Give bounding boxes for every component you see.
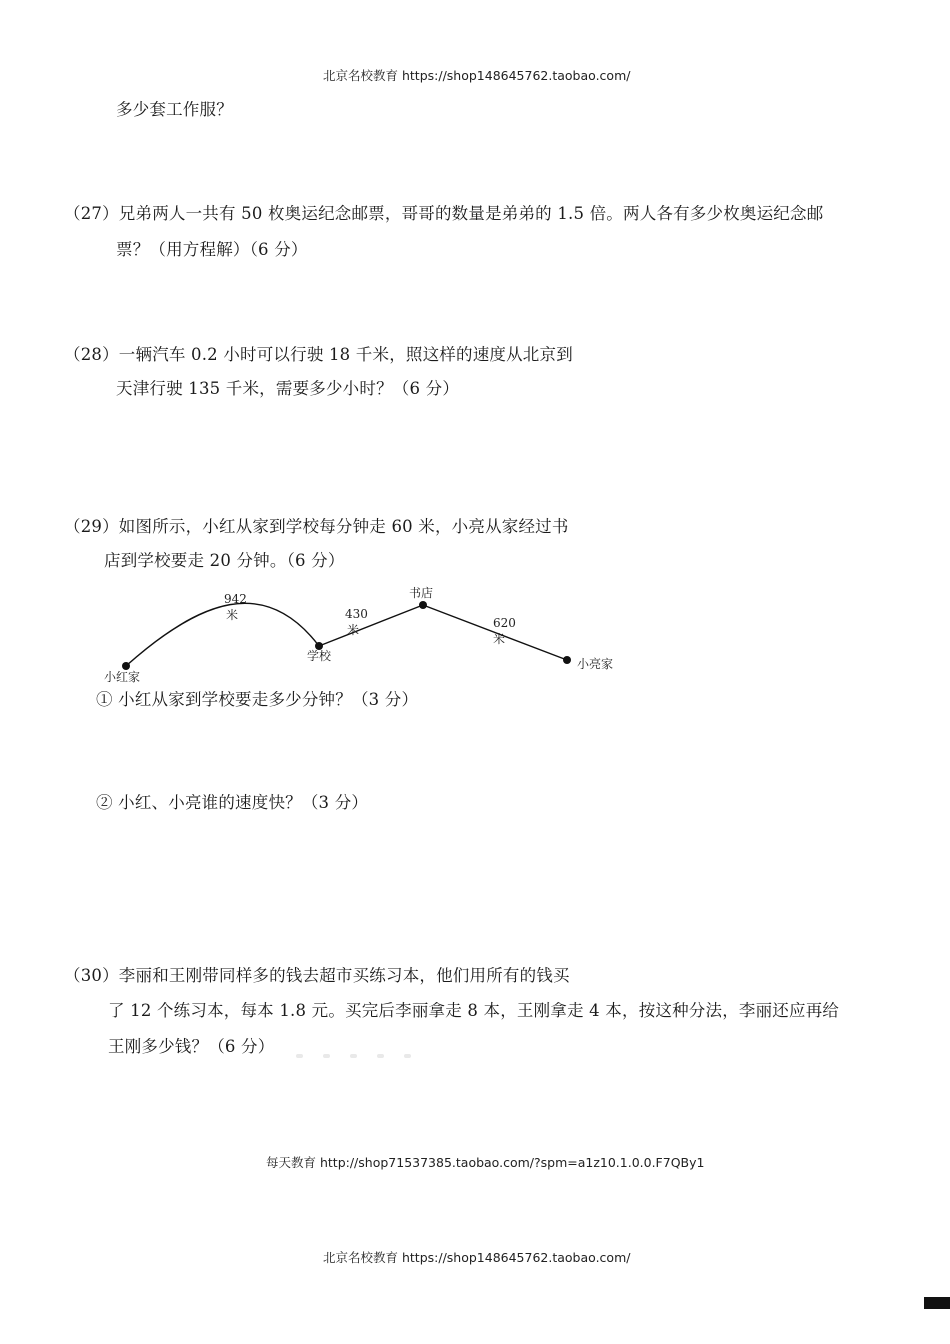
q30-line2: 了 12 个练习本，每本 1.8 元。买完后李丽拿走 8 本，王刚拿走 4 本，按这种分法，李丽还应再给 bbox=[108, 1001, 840, 1020]
label-xiaoliang-home: 小亮家 bbox=[577, 657, 614, 671]
distance-home-school-num: 942 bbox=[224, 592, 247, 606]
q27-line1: （27）兄弟两人一共有 50 枚奥运纪念邮票，哥哥的数量是弟弟的 1.5 倍。两人各有多少枚奥运纪念邮 bbox=[64, 204, 824, 223]
faint-watermark-dots bbox=[296, 1043, 431, 1062]
corner-mark bbox=[924, 1297, 950, 1309]
footer-ad: 每天教育 http://shop71537385.taobao.com/?spm=a1z10.1.0.0.F7QBy1 bbox=[266, 1155, 705, 1170]
distance-store-home-unit: 米 bbox=[493, 632, 506, 646]
distance-home-school-unit: 米 bbox=[226, 608, 239, 622]
q30-line1: （30）李丽和王刚带同样多的钱去超市买练习本，他们用所有的钱买 bbox=[64, 966, 570, 985]
q29-line2: 店到学校要走 20 分钟。（6 分） bbox=[104, 551, 345, 570]
path-school-to-store bbox=[319, 605, 423, 646]
distance-school-store-unit: 米 bbox=[347, 623, 360, 637]
xiaoliang-home-dot bbox=[563, 656, 571, 664]
q26-continuation: 多少套工作服？ bbox=[116, 100, 233, 119]
q29-sub2: ② 小红、小亮谁的速度快？（3 分） bbox=[96, 793, 369, 812]
label-school: 学校 bbox=[307, 649, 332, 663]
q29-line1: （29）如图所示，小红从家到学校每分钟走 60 米，小亮从家经过书 bbox=[64, 517, 569, 536]
page-footer: 北京名校教育 https://shop148645762.taobao.com/ bbox=[323, 1250, 631, 1265]
bookstore-dot bbox=[419, 601, 427, 609]
distance-store-home-num: 620 bbox=[493, 616, 516, 630]
label-xiaohong-home: 小红家 bbox=[104, 670, 141, 684]
page-header: 北京名校教育 https://shop148645762.taobao.com/ bbox=[323, 68, 631, 83]
xiaohong-home-dot bbox=[122, 662, 130, 670]
path-home-to-school bbox=[126, 603, 319, 666]
distance-school-store-num: 430 bbox=[345, 607, 368, 621]
q30-line3: 王刚多少钱？（6 分） bbox=[108, 1037, 275, 1056]
q29-sub1: ① 小红从家到学校要走多少分钟？（3 分） bbox=[96, 690, 419, 709]
q27-line2: 票？（用方程解）（6 分） bbox=[116, 240, 308, 259]
label-bookstore: 书店 bbox=[409, 586, 434, 600]
q28-line2: 天津行驶 135 千米，需要多少小时？（6 分） bbox=[116, 379, 460, 398]
q28-line1: （28）一辆汽车 0.2 小时可以行驶 18 千米，照这样的速度从北京到 bbox=[64, 345, 573, 364]
route-map-diagram bbox=[0, 580, 950, 690]
